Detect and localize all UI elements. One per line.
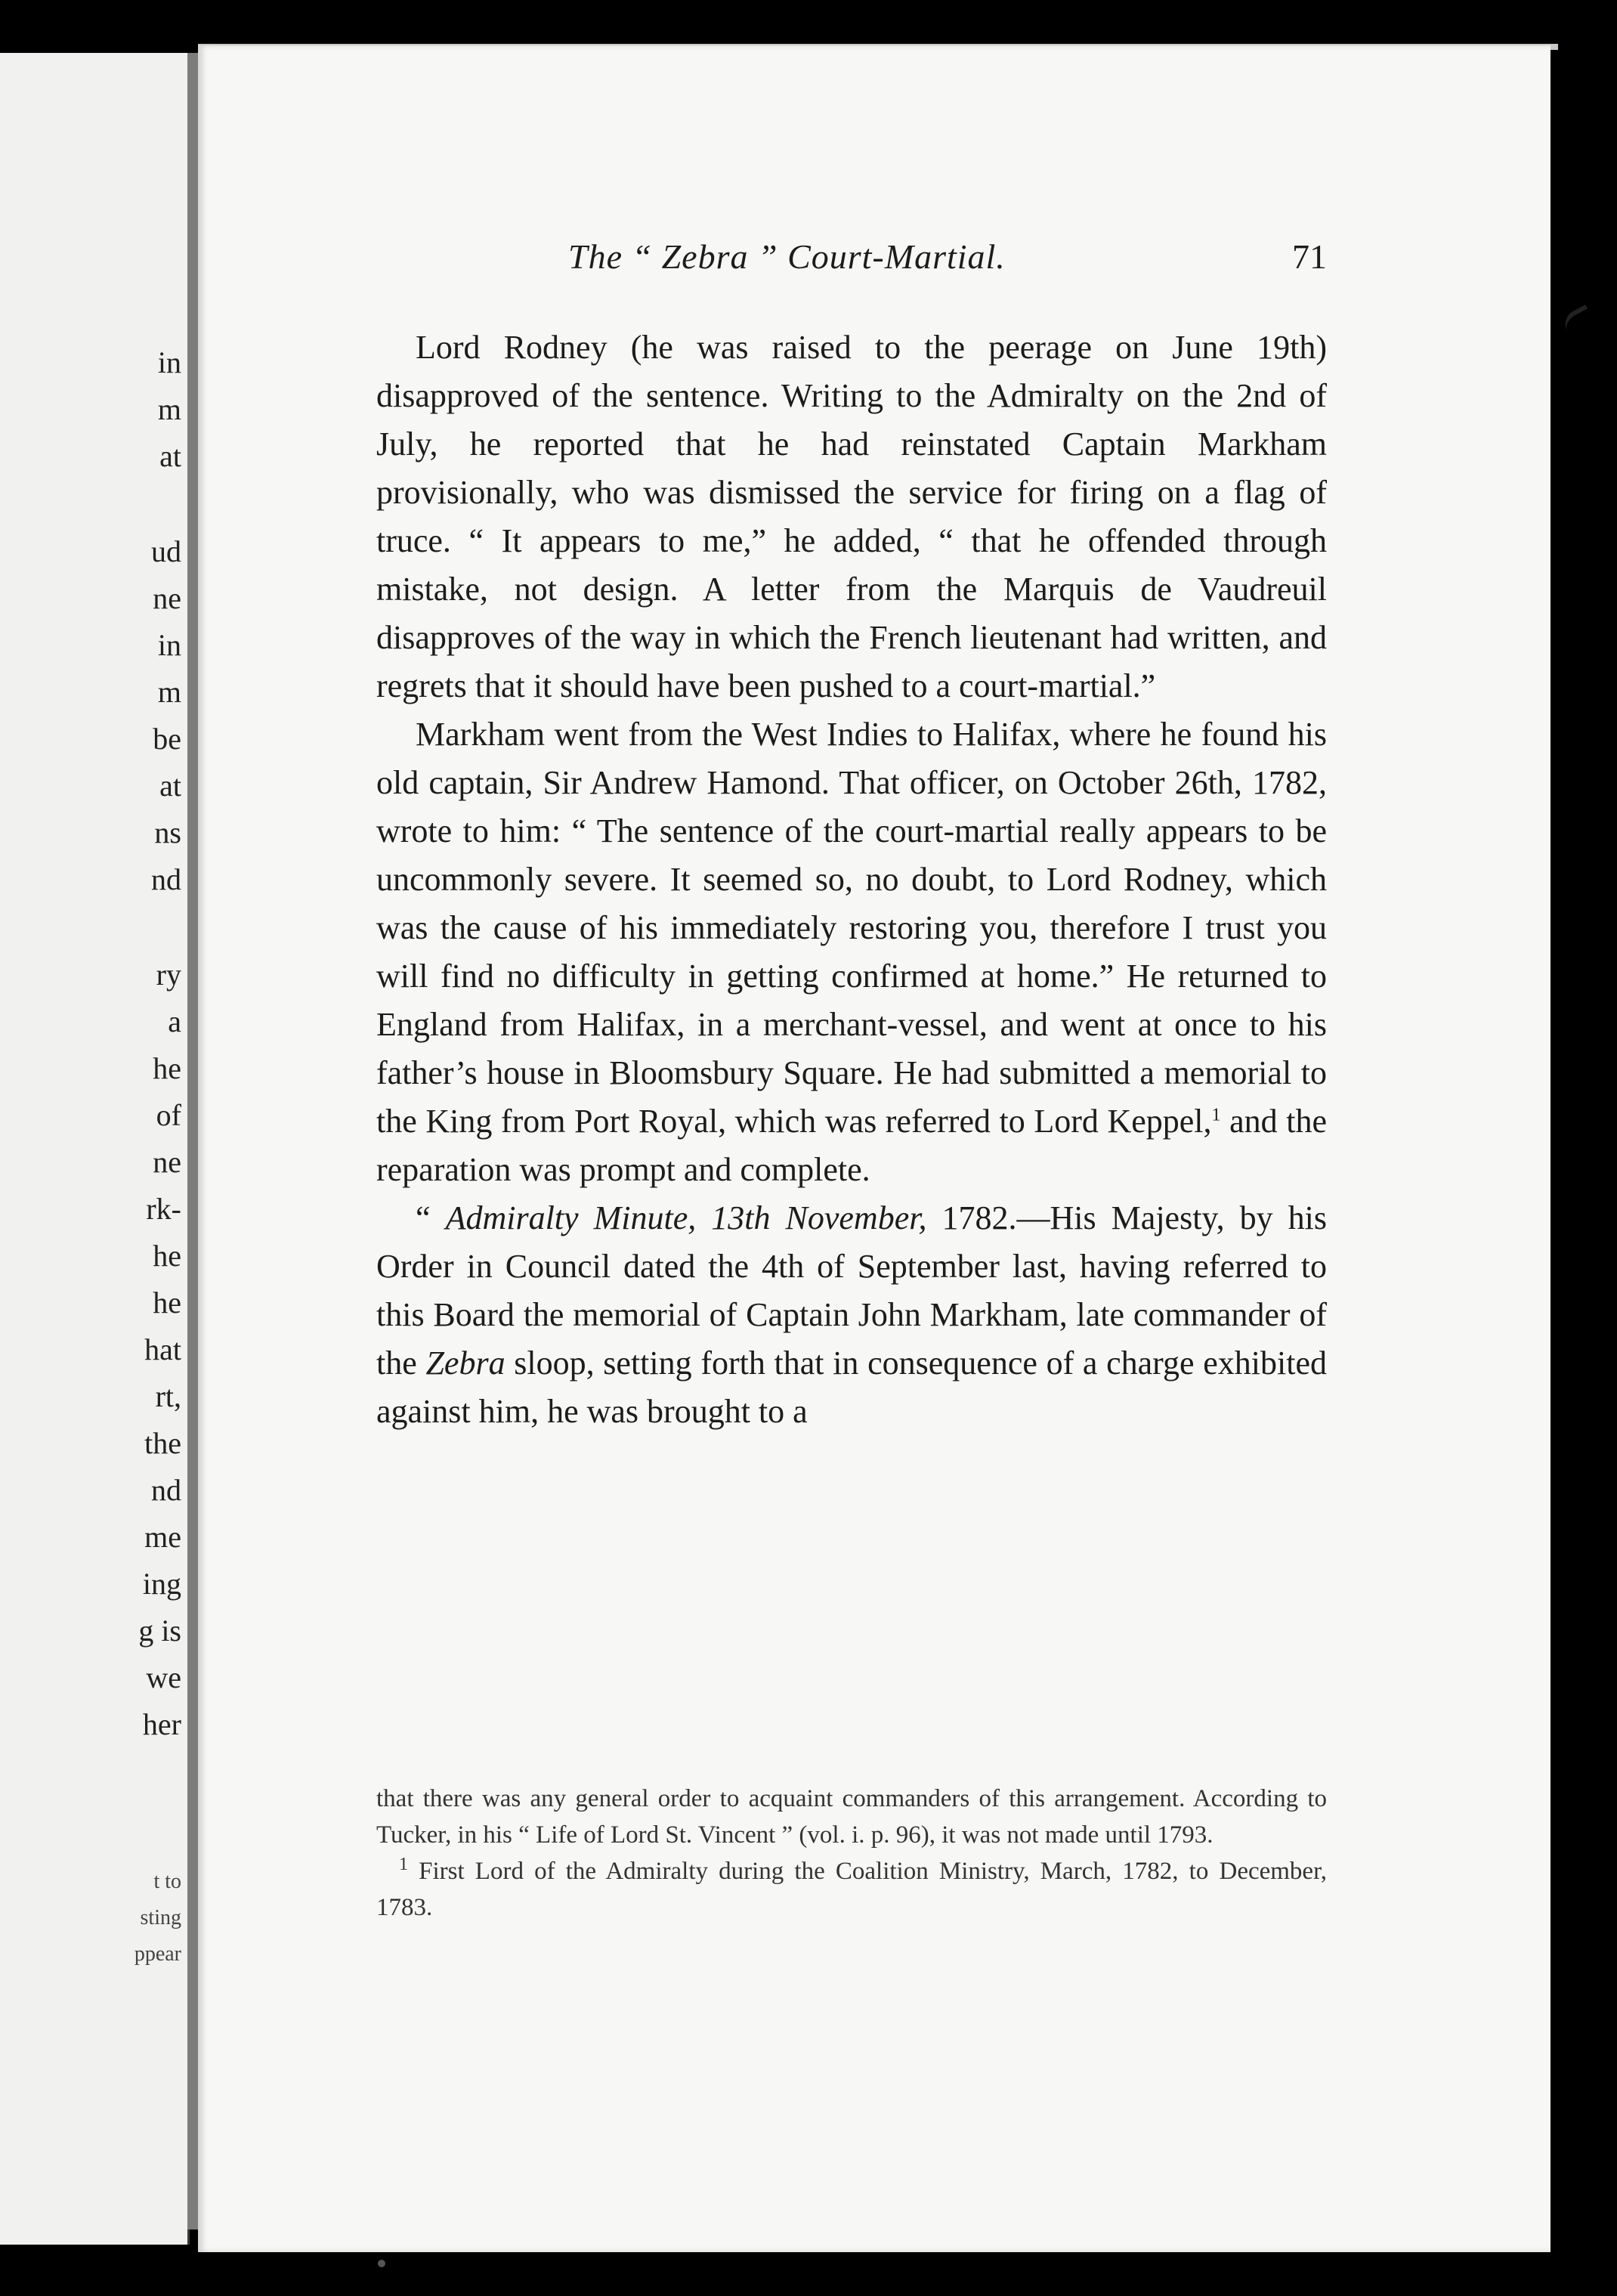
left-fragment: ing bbox=[142, 1567, 181, 1601]
left-fragment: sting bbox=[140, 1906, 181, 1929]
paragraph-text: 1782.—His Majesty, by his Order in Council dated the 4th of September last, having referred to this Board the memorial of Captain John Markham, late commander of the bbox=[376, 1199, 1327, 1382]
left-fragment: of bbox=[156, 1098, 181, 1132]
left-fragment: the bbox=[144, 1426, 181, 1460]
page-number: 71 bbox=[1292, 237, 1327, 276]
paragraph-text: Lord Rodney (he was raised to the peerage on June 19th) disapproved of the sentence. Writing to the Admiralty on the 2nd of July, he reported that he had reinstated Captain Markham provisionally, who was dismissed the service for firing on a flag of truce. “ It appears to me,” he added, “ that he offended through mistake, not design. A letter from the Marquis de Vaudreuil disapproves of the way in which the French lieutenant had written, and regrets that it should have been pushed to a court-martial.” bbox=[376, 329, 1327, 704]
footnote-continuation: that there was any general order to acquaint commanders of this arrangement. According to Tucker, in his “ Life of Lord St. Vincent ” (vol. i. p. 96), it was not made until 1793. bbox=[376, 1785, 1327, 1849]
left-fragment: ppear bbox=[134, 1942, 181, 1966]
left-fragment: in bbox=[157, 628, 181, 662]
footnotes bbox=[376, 1781, 1327, 1926]
left-fragment: ne bbox=[153, 1145, 181, 1179]
footnote-marker: 1 bbox=[1211, 1105, 1221, 1125]
left-fragment: her bbox=[142, 1707, 181, 1741]
body-text bbox=[376, 323, 1327, 1436]
paragraph-text: sloop, setting forth that in consequence of a charge exhibited against him, he was brought to a bbox=[376, 1344, 1327, 1430]
footnote-text: First Lord of the Admiralty during the Coalition Ministry, March, 1782, to December, 1783. bbox=[376, 1858, 1327, 1921]
left-fragment: ns bbox=[154, 815, 181, 849]
facing-page-edge bbox=[0, 53, 190, 2245]
left-fragment: a bbox=[168, 1004, 181, 1038]
left-fragment: he bbox=[153, 1286, 181, 1320]
margin-mark bbox=[1560, 305, 1597, 339]
left-fragment: be bbox=[153, 722, 181, 756]
paragraph bbox=[376, 710, 1327, 1194]
ink-speck bbox=[378, 2260, 385, 2267]
left-fragment: he bbox=[153, 1239, 181, 1273]
left-fragment: nd bbox=[151, 1473, 181, 1507]
paragraph-text: Markham went from the West Indies to Halifax, where he found his old captain, Sir Andrew Hamond. That officer, on October 26th, 1782, wrote to him: “ The sentence of the court-martial really appears to be uncommonly severe. It seemed so, no doubt, to Lord Rodney, which was the cause of his immediately restoring you, therefore I trust you will find no difficulty in getting confirmed at home.” He returned to England from Halifax, in a merchant-vessel, and went at once to his father’s house in Bloomsbury Square. He had submitted a memorial to the King from Port Royal, which was referred to Lord Keppel, bbox=[376, 716, 1327, 1140]
left-fragment: in bbox=[157, 345, 181, 379]
left-fragment: rt, bbox=[155, 1379, 181, 1413]
paragraph bbox=[376, 323, 1327, 710]
footnote bbox=[376, 1853, 1327, 1926]
left-fragment: at bbox=[159, 769, 181, 803]
left-fragment: t to bbox=[153, 1870, 181, 1893]
left-fragment: hat bbox=[144, 1332, 181, 1366]
quote-mark: “ bbox=[416, 1199, 446, 1236]
left-fragment: me bbox=[144, 1520, 181, 1554]
running-head bbox=[568, 236, 1327, 278]
minute-heading: Admiralty Minute, 13th November, bbox=[445, 1199, 927, 1236]
left-fragment: nd bbox=[151, 862, 181, 896]
ship-name: Zebra bbox=[425, 1344, 506, 1382]
paragraph-text: and the reparation was prompt and complete. bbox=[376, 1103, 1327, 1188]
left-fragment: rk- bbox=[146, 1192, 181, 1226]
left-fragment: at bbox=[159, 439, 181, 473]
left-fragment: he bbox=[153, 1051, 181, 1085]
book-gutter bbox=[187, 53, 198, 2229]
footnote-marker: 1 bbox=[399, 1855, 408, 1874]
left-fragment: ry bbox=[156, 958, 181, 992]
left-fragment: g is bbox=[138, 1614, 181, 1648]
running-head-title: The “ Zebra ” Court-Martial. bbox=[568, 237, 1006, 276]
left-fragment: we bbox=[146, 1660, 181, 1694]
left-fragment: ud bbox=[151, 534, 181, 568]
paragraph bbox=[376, 1194, 1327, 1436]
left-fragment: m bbox=[157, 392, 181, 426]
left-fragment: ne bbox=[153, 581, 181, 615]
left-fragment: m bbox=[157, 675, 181, 709]
